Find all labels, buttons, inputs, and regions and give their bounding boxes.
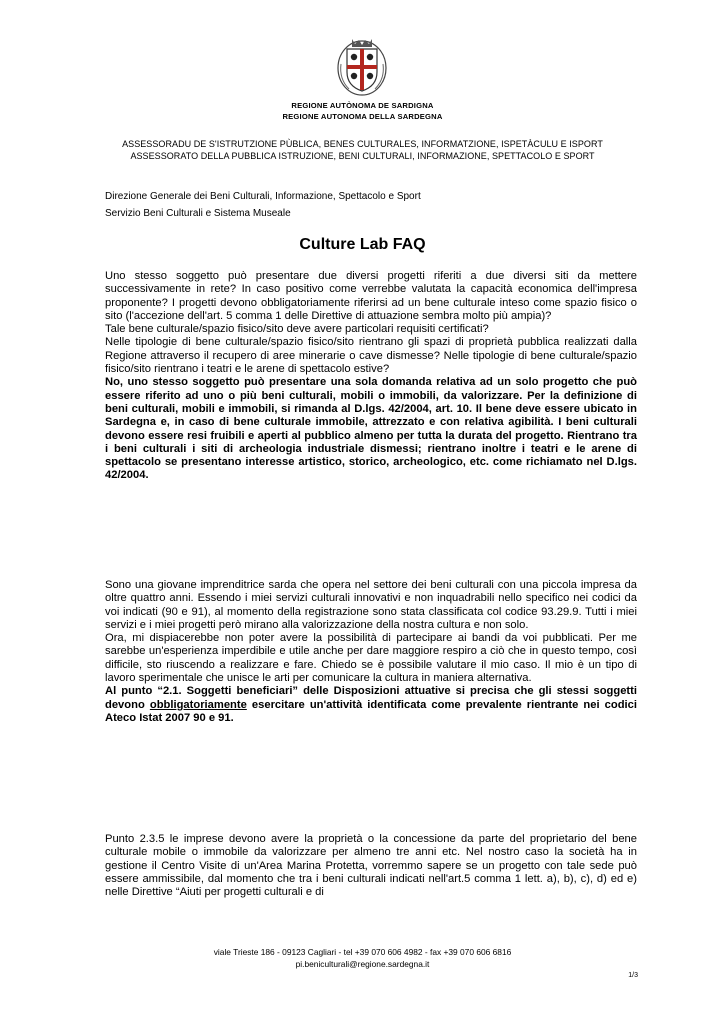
assessorato-italian: ASSESSORATO DELLA PUBBLICA ISTRUZIONE, BENI CULTURALI, INFORMAZIONE, SPETTACOLO E SPORT [130,151,595,161]
faq-question-paragraph: Uno stesso soggetto può presentare due diversi progetti riferiti a due diversi siti da mettere successivamente in rete? In caso positivo come verrebbe valutata la capacità economica dell'impresa proponente? I progetti devono obbligatoriamente riferirsi ad un bene culturale inteso come spazio fisico o sito (l'accezione dell'art. 5 comma 1 delle Direttive di attuazione sembra molto più ampia)? [105,270,637,322]
footer-email: pi.beniculturali@regione.sardegna.it [295,959,430,969]
faq-answer-emphasis: obbligatoriamente [149,698,247,711]
assessorato-sardinian: ASSESSORADU DE S'ISTRUTZIONE PÙBLICA, BENES CULTURALES, INFORMATZIONE, ISPETÀCULU E ISPORT [122,139,603,149]
service-name: Servizio Beni Culturali e Sistema Museale [105,208,291,219]
faq-item-1 [105,270,637,483]
faq-answer-text: esercitare un'attività identificata come prevalente rientrante nei codici Ateco Istat 2007 90 e 91. [105,698,638,724]
faq-question-paragraph: Nelle tipologie di bene culturale/spazio fisico/sito rientrano gli spazi di proprietà pubblica realizzati dalla Regione attraverso il recupero di aree minerarie o cave dismesse? Nelle tipologie di bene culturale/spazio fisico/sito rientrano i teatri e le arene di spettacolo estive? [105,336,637,376]
page-title: Culture Lab FAQ [299,236,426,253]
faq-question-paragraph: Ora, mi dispiacerebbe non poter avere la possibilità di partecipare ai bandi da voi pubblicati. Per me sarebbe un'esperienza imperdibile e utile anche per dare maggiore respiro a ciò che in questo tempo, così difficile, sto riuscendo a realizzare e fare. Chiedo se è possibile valutare il mio caso. Il mio è un tipo di lavoro sperimentale che unisce le arti per comunicare la cultura in maniera alternativa. [105,632,637,685]
region-name-italian: REGIONE AUTONOMA DELLA SARDEGNA [282,112,443,121]
department-name: Direzione Generale dei Beni Culturali, Informazione, Spettacolo e Sport [105,191,421,202]
faq-item-2 [105,579,637,725]
region-name-sardinian: REGIONE AUTÒNOMA DE SARDIGNA [291,101,434,110]
footer-address: viale Trieste 186 - 09123 Cagliari - tel +39 070 606 4982 - fax +39 070 606 6816 [213,947,512,957]
faq-question-paragraph: Punto 2.3.5 le imprese devono avere la proprietà o la concessione da parte del proprietario del bene culturale mobile o immobile da valorizzare per almeno tre anni etc. Nel nostro caso la società ha in gestione il Centro Visite di un'Area Marina Protetta, vorremmo sapere se un progetto con tale sede può essere ammissibile, dal momento che tra i beni culturali indicati nell'art.5 comma 1 lett. a), b), c), d) ed e) nelle Direttive “Aiuti per progetti culturali e di [105,833,637,899]
faq-question-paragraph: Sono una giovane imprenditrice sarda che opera nel settore dei beni culturali con una piccola impresa da oltre quattro anni. Essendo i miei servizi culturali innovativi e non inquadrabili nello specifico nei codici da voi indicati (90 e 91), al momento della registrazione sono stata classificata col codice 93.29.9. Tutti i miei servizi e i miei progetti però mirano alla valorizzazione della nostra cultura e non solo. [105,579,637,631]
faq-item-3 [105,833,637,899]
page-number: 1/3 [628,972,638,979]
faq-answer: No, uno stesso soggetto può presentare una sola domanda relativa ad un solo progetto che può essere riferito ad uno o più beni culturali, mobili o immobili, da valorizzare. Per la definizione di beni culturali, mobili e immobili, si rimanda al D.lgs. 42/2004, art. 10. Il bene deve essere ubicato in Sardegna e, in caso di bene culturale immobile, attrezzato e con relativa agibilità. I beni culturali devono essere resi fruibili e aperti al pubblico almeno per tutta la durata del progetto. Rientrano tra i beni culturali i siti di archeologia industriale dismessi; rientrano inoltre i teatri e le arene di spettacolo se presentano interesse artistico, storico, archeologico, etc. come richiamato nel D.lgs. 42/2004. [105,376,637,482]
sardinia-coat-of-arms-icon [337,34,387,96]
faq-answer [105,685,637,725]
faq-question-paragraph: Tale bene culturale/spazio fisico/sito deve avere particolari requisiti certificati? [105,323,489,336]
faq-answer-text: Al punto “2.1. Soggetti beneficiari” delle Disposizioni attuative si precisa che gli stessi soggetti devono [105,685,637,711]
